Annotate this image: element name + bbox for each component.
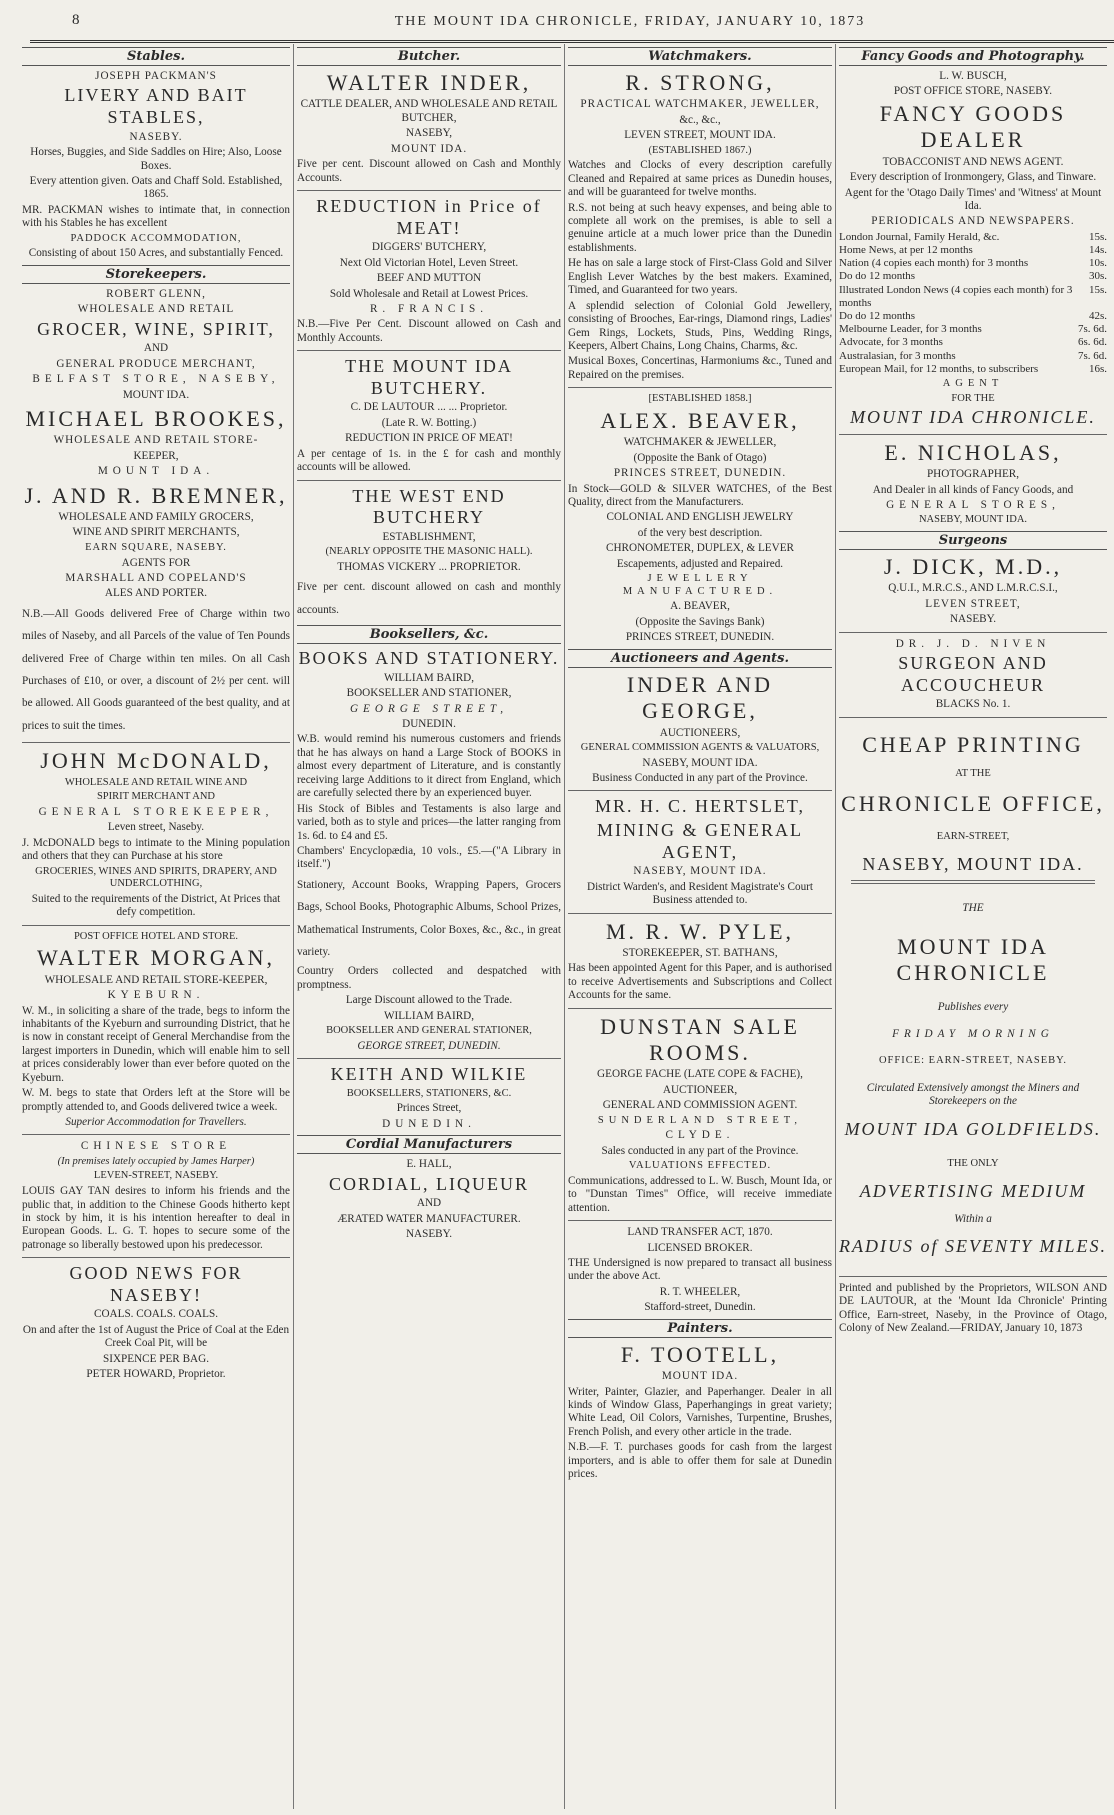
rate-item: Do do 12 months bbox=[839, 309, 916, 322]
column-2 bbox=[297, 44, 561, 1809]
ad-text: OFFICE: EARN-STREET, NASEBY. bbox=[878, 1055, 1068, 1067]
ad-place: NASEBY. bbox=[129, 130, 183, 143]
ad-text: REDUCTION IN PRICE OF MEAT! bbox=[345, 432, 513, 445]
ad-text: R. T. WHEELER, bbox=[659, 1285, 741, 1298]
ad-text: AND bbox=[416, 1197, 442, 1210]
ad-text: Stationery, Account Books, Wrapping Papers, Grocers Bags, School Books, Photographic Albums, School Prizes, Mathematical Instruments, Color Boxes, &c., &c., in great variety. bbox=[297, 878, 561, 959]
ad-text: J. McDONALD begs to intimate to the Mining population and others that they can Purchase at his store bbox=[22, 836, 290, 863]
ad-headline: LIVERY AND BAIT STABLES, bbox=[64, 85, 248, 128]
section-heading-stables: Stables. bbox=[22, 47, 290, 66]
ad-text: Watches and Clocks of every description carefully Cleaned and Repaired at same prices as Dunedin houses, and will be guaranteed for twelve months. bbox=[568, 159, 832, 199]
ad-text: NASEBY, MOUNT IDA. bbox=[633, 865, 767, 878]
rate-item: Advocate, for 3 months bbox=[839, 336, 943, 349]
rate-row bbox=[839, 270, 1107, 283]
ad-inder bbox=[297, 70, 561, 185]
ad-text: GEORGE STREET, bbox=[349, 702, 509, 715]
ad-text: A. BEAVER, bbox=[670, 600, 730, 613]
ad-text: STOREKEEPER, ST. BATHANS, bbox=[622, 946, 778, 959]
ad-niven bbox=[839, 638, 1107, 712]
ad-text: GENERAL PRODUCE MERCHANT, bbox=[56, 357, 256, 370]
ad-baird bbox=[297, 648, 561, 1053]
ad-text: WHOLESALE AND RETAIL bbox=[77, 303, 235, 316]
ad-headline: GROCER, WINE, SPIRIT, bbox=[37, 318, 275, 339]
ad-text: MOUNT IDA. bbox=[97, 465, 215, 478]
rate-row bbox=[839, 257, 1107, 270]
ad-headline: M. R. W. PYLE, bbox=[605, 918, 795, 944]
ad-headline: FANCY GOODS DEALER bbox=[879, 100, 1067, 153]
section-heading-fancy-goods: Fancy Goods and Photography. bbox=[839, 47, 1107, 66]
ad-headline: LAND TRANSFER ACT, 1870. bbox=[627, 1226, 773, 1239]
ad-text: Stafford-street, Dunedin. bbox=[644, 1301, 756, 1314]
ad-text: JEWELLERY MANUFACTURED. bbox=[622, 573, 778, 597]
ad-text: On and after the 1st of August the Price of Coal at the Eden Creek Coal Pit, will be bbox=[22, 1323, 290, 1350]
ad-text: THE bbox=[962, 902, 984, 915]
rate-price: 42s. bbox=[1088, 309, 1107, 322]
ad-text: W. M. begs to state that Orders left at the Store will be promptly attended to, and Goods delivered twice a week. bbox=[22, 1087, 290, 1113]
ad-headline: GOOD NEWS FOR NASEBY! bbox=[69, 1263, 243, 1305]
ad-text: GENERAL STORES, bbox=[886, 498, 1060, 511]
ad-text: N.B.—Five Per Cent. Discount allowed on Cash and Monthly Accounts. bbox=[297, 318, 561, 344]
ad-text: District Warden's, and Resident Magistrate's Court Business attended to. bbox=[586, 880, 813, 907]
rate-item: Do do 12 months bbox=[839, 270, 916, 283]
ad-headline: JOHN McDONALD, bbox=[40, 748, 272, 774]
section-heading-painters: Painters. bbox=[568, 1319, 832, 1338]
ad-text: PADDOCK ACCOMMODATION, bbox=[70, 232, 242, 244]
ad-text: GENERAL STOREKEEPER, bbox=[38, 805, 274, 818]
rate-item: Home News, at per 12 months bbox=[839, 244, 973, 257]
masthead bbox=[30, 8, 1114, 43]
ad-text: R. FRANCIS. bbox=[369, 302, 489, 315]
ad-text: Within a bbox=[954, 1212, 992, 1225]
ad-text: AND bbox=[143, 342, 169, 355]
rate-price: 16s. bbox=[1088, 362, 1107, 375]
ad-chinese-store bbox=[22, 1140, 290, 1252]
ad-text: ESTABLISHMENT, bbox=[382, 530, 476, 543]
divider bbox=[568, 913, 832, 914]
ad-text: FOR THE bbox=[951, 392, 995, 404]
ad-name: L. W. BUSCH, bbox=[939, 70, 1007, 82]
ad-text: NASEBY, MOUNT IDA. bbox=[862, 853, 1084, 874]
ad-inder-george bbox=[568, 672, 832, 786]
ad-text: Horses, Buggies, and Side Saddles on Hire; Also, Loose Boxes. bbox=[30, 146, 282, 172]
ad-headline: ALEX. BEAVER, bbox=[600, 407, 800, 433]
ad-dick bbox=[839, 554, 1107, 627]
ad-text: COALS. COALS. COALS. bbox=[93, 1308, 218, 1321]
ad-text: PRACTICAL WATCHMAKER, JEWELLER, bbox=[580, 98, 820, 111]
ad-text: KEEPER, bbox=[133, 449, 179, 462]
ad-name: DR. J. D. NIVEN bbox=[895, 637, 1051, 650]
ad-name: JOSEPH PACKMAN'S bbox=[95, 70, 217, 82]
ad-text: Large Discount allowed to the Trade. bbox=[345, 994, 513, 1007]
divider bbox=[839, 717, 1107, 718]
ad-beaver bbox=[568, 393, 832, 644]
ad-text: POST OFFICE HOTEL AND STORE. bbox=[73, 930, 239, 942]
ad-text: CLYDE. bbox=[665, 1129, 735, 1142]
ad-chronicle-notice bbox=[839, 902, 1107, 1257]
ad-headline: THE WEST END BUTCHERY bbox=[352, 485, 506, 528]
ad-text: N.B.—All Goods delivered Free of Charge within two miles of Naseby, and all Parcels of the value of Ten Pounds delivered Free of Charge within ten miles. On all Cash Purchases of £10, or over, a discount of 2½ per cent. will be allowed. All Goods guaranteed of the best quality, and at prices to suit the times. bbox=[22, 607, 290, 732]
rate-item: London Journal, Family Herald, &c. bbox=[839, 230, 1000, 243]
ad-text: (Late R. W. Botting.) bbox=[381, 416, 477, 429]
rate-row bbox=[839, 244, 1107, 257]
section-heading-storekeepers: Storekeepers. bbox=[22, 265, 290, 284]
ad-text: His Stock of Bibles and Testaments is also large and varied, both as to style and prices—the latter ranging from 1s. 6d. to £4 and £5. bbox=[297, 802, 561, 842]
ad-text: AGENT bbox=[942, 377, 1004, 389]
ad-text: PERIODICALS AND NEWSPAPERS. bbox=[871, 215, 1075, 228]
ad-text: C. DE LAUTOUR ... ... Proprietor. bbox=[350, 401, 508, 414]
rate-item: Melbourne Leader, for 3 months bbox=[839, 323, 982, 336]
ad-text: Next Old Victorian Hotel, Leven Street. bbox=[339, 256, 519, 269]
ad-text: (NEARLY OPPOSITE THE MASONIC HALL). bbox=[325, 546, 533, 558]
ad-hall bbox=[297, 1158, 561, 1241]
ad-mcdonald bbox=[22, 748, 290, 919]
ad-text: A splendid selection of Colonial Gold Jewellery, consisting of Brooches, Ear-rings, Diamond rings, Ladies' Gem Rings, Lockets, Studs, Pins, Wedding Rings, Keepers, Albert Chains, Long Chains, Charms, &c. bbox=[568, 299, 832, 352]
ad-coals bbox=[22, 1263, 290, 1381]
ad-text: Chambers' Encyclopædia, 10 vols., £5.—("A Library in itself.") bbox=[297, 844, 561, 871]
ad-text: (ESTABLISHED 1867.) bbox=[648, 144, 752, 156]
ad-text: MINING & GENERAL AGENT, bbox=[597, 820, 803, 862]
ad-text: LICENSED BROKER. bbox=[647, 1241, 753, 1254]
divider bbox=[22, 1257, 290, 1258]
divider bbox=[568, 387, 832, 388]
divider bbox=[22, 925, 290, 926]
divider bbox=[568, 1220, 832, 1221]
ad-headline: J. AND R. BREMNER, bbox=[24, 482, 288, 508]
ad-diggers-butchery bbox=[297, 196, 561, 345]
ad-hertslet bbox=[568, 796, 832, 907]
ad-text: Princes Street, bbox=[396, 1102, 462, 1115]
ad-text: DUNEDIN. bbox=[402, 718, 456, 731]
ad-text: (Opposite the Bank of Otago) bbox=[633, 451, 767, 464]
ad-text: Writer, Painter, Glazier, and Paperhanger. Dealer in all kinds of Window Glass, Paperhangings in great variety; White Lead, Oil Colors, Varnishes, Turpentine, Brushes, French Polish, and every other article in the trade. bbox=[568, 1385, 832, 1438]
ad-text: Suited to the requirements of the District, At Prices that defy competition. bbox=[31, 892, 281, 919]
ad-headline: BOOKS AND STATIONERY. bbox=[298, 648, 560, 669]
ad-text: Five per cent. discount allowed on cash and monthly accounts. bbox=[297, 581, 561, 616]
ad-text: BOOKSELLER AND STATIONER, bbox=[346, 687, 512, 700]
ad-text: WHOLESALE AND FAMILY GROCERS, bbox=[58, 511, 254, 524]
ad-headline: CHINESE STORE bbox=[80, 1140, 232, 1153]
ad-text: (Opposite the Savings Bank) bbox=[635, 615, 765, 628]
running-title: THE MOUNT IDA CHRONICLE, FRIDAY, JANUARY 10, 1873 bbox=[394, 14, 866, 29]
section-heading-auctioneers: Auctioneers and Agents. bbox=[568, 649, 832, 668]
ad-text: DIGGERS' BUTCHERY, bbox=[371, 241, 487, 254]
divider bbox=[297, 1058, 561, 1059]
ad-text: KYEBURN. bbox=[107, 989, 205, 1002]
ad-tootell bbox=[568, 1342, 832, 1482]
ad-text: THE ONLY bbox=[947, 1158, 999, 1170]
rate-item: Illustrated London News (4 copies each month) for 3 months bbox=[839, 283, 1073, 309]
ad-busch bbox=[839, 70, 1107, 429]
ad-text: ADVERTISING MEDIUM bbox=[859, 1181, 1087, 1202]
rate-price: 30s. bbox=[1088, 270, 1107, 283]
rate-row bbox=[839, 284, 1107, 310]
periodical-rates bbox=[839, 231, 1107, 376]
ad-text: WATCHMAKER & JEWELLER, bbox=[623, 436, 777, 449]
ad-headline: R. STRONG, bbox=[625, 70, 775, 95]
divider bbox=[297, 480, 561, 481]
section-heading-cordial: Cordial Manufacturers bbox=[297, 1135, 561, 1154]
page-number: 8 bbox=[72, 12, 81, 28]
ad-pyle bbox=[568, 919, 832, 1003]
divider bbox=[568, 790, 832, 791]
ad-text: GEORGE STREET, DUNEDIN. bbox=[357, 1039, 501, 1052]
section-heading-watchmakers: Watchmakers. bbox=[568, 47, 832, 66]
ad-text: PETER HOWARD, Proprietor. bbox=[86, 1368, 226, 1381]
ad-headline: MOUNT IDA CHRONICLE bbox=[896, 933, 1050, 986]
ad-text: Five per cent. Discount allowed on Cash and Monthly Accounts. bbox=[297, 158, 561, 184]
ad-text: W.B. would remind his numerous customers and friends that he has always on hand a Large Stock of BOOKS in almost every department of Literature, and is constantly receiving large Additions to it direct from England, which are carefully selected there by an experienced buyer. bbox=[297, 733, 561, 800]
ad-text: Every attention given. Oats and Chaff Sold. Established, 1865. bbox=[29, 174, 283, 201]
ad-text: Communications, addressed to L. W. Busch, Mount Ida, or to "Dunstan Times" Office, will receive immediate attention. bbox=[568, 1174, 832, 1214]
ad-text: NASEBY. bbox=[405, 1228, 453, 1241]
ad-text: RADIUS of SEVENTY MILES. bbox=[839, 1236, 1107, 1257]
column-divider bbox=[293, 44, 294, 1809]
ad-text: In Stock—GOLD & SILVER WATCHES, of the Best Quality, direct from the Manufacturers. bbox=[568, 482, 832, 509]
ad-headline: MICHAEL BROOKES, bbox=[25, 405, 287, 431]
rate-price: 6s. 6d. bbox=[1077, 336, 1107, 349]
ad-text: of the very best description. bbox=[637, 526, 763, 539]
ad-text: BOOKSELLER AND GENERAL STATIONER, bbox=[326, 1025, 532, 1037]
ad-headline: REDUCTION in Price of MEAT! bbox=[316, 196, 542, 238]
ad-text: MOUNT IDA. bbox=[122, 388, 190, 401]
rate-row bbox=[839, 231, 1107, 244]
ad-text: WHOLESALE AND RETAIL WINE AND bbox=[64, 776, 248, 788]
ad-text: Escapements, adjusted and Repaired. bbox=[616, 557, 784, 570]
imprint-text: Printed and published by the Proprietors, WILSON AND DE LAUTOUR, at the 'Mount Ida Chronicle' Printing Office, Earn-street, Naseby, in the Province of Otago, Colony of New Zealand.—FRIDAY, January 10, 1873 bbox=[839, 1281, 1107, 1334]
ad-text: N.B.—F. T. purchases goods for cash from the largest importers, and is able to offer them for sale at Dunedin prices. bbox=[568, 1441, 832, 1481]
rate-row bbox=[839, 323, 1107, 336]
ad-morgan bbox=[22, 931, 290, 1130]
ad-text: Q.U.I., M.R.C.S., AND L.M.R.C.S.I., bbox=[888, 582, 1058, 595]
ad-text: W. M., in soliciting a share of the trade, begs to inform the inhabitants of the Kyeburn and surrounding District, that he is now in constant receipt of General Merchandise from the largest importers in Dunedin, which will enable him to sell at prices considerably lower than ever before quoted on the Kyeburn. bbox=[22, 1004, 290, 1084]
ad-text: COLONIAL AND ENGLISH JEWELRY bbox=[606, 511, 794, 524]
ad-headline: CHEAP PRINTING bbox=[862, 731, 1084, 757]
ad-text: He has on sale a large stock of First-Class Gold and Silver English Lever Watches by the best makers. Examined, Timed, and Guaranteed for two years. bbox=[568, 257, 832, 297]
ad-text: TOBACCONIST AND NEWS AGENT. bbox=[882, 155, 1064, 168]
ad-text: Has been appointed Agent for this Paper, and is authorised to receive Advertisements and Subscriptions and Collect Accounts for the same. bbox=[568, 962, 832, 1002]
ad-text: CATTLE DEALER, AND WHOLESALE AND RETAIL BUTCHER, bbox=[300, 98, 558, 124]
column-1 bbox=[22, 44, 290, 1809]
ad-text: EARN SQUARE, NASEBY. bbox=[85, 541, 227, 553]
ad-text: Superior Accommodation for Travellers. bbox=[65, 1116, 247, 1128]
section-heading-butcher: Butcher. bbox=[297, 47, 561, 66]
ad-text: BOOKSELLERS, STATIONERS, &C. bbox=[346, 1087, 512, 1099]
section-heading-booksellers: Booksellers, &c. bbox=[297, 625, 561, 644]
ad-headline: E. NICHOLAS, bbox=[884, 439, 1062, 465]
rate-price: 7s. 6d. bbox=[1077, 323, 1107, 336]
divider bbox=[22, 1134, 290, 1135]
ad-text: NASEBY, MOUNT IDA. bbox=[642, 756, 758, 769]
ad-headline: SURGEON AND ACCOUCHEUR bbox=[898, 653, 1048, 695]
ad-text: &c., &c., bbox=[679, 113, 721, 126]
ad-nicholas bbox=[839, 440, 1107, 527]
ad-text: AT THE bbox=[955, 768, 991, 780]
ad-headline: F. TOOTELL, bbox=[620, 1341, 780, 1367]
ad-text: WHOLESALE AND RETAIL STORE- bbox=[53, 434, 259, 447]
ad-text: MOUNT IDA. bbox=[661, 1370, 739, 1383]
ad-text: GEORGE FACHE (LATE COPE & FACHE), bbox=[597, 1068, 803, 1081]
ad-text: POST OFFICE STORE, NASEBY. bbox=[893, 85, 1053, 98]
column-4 bbox=[839, 44, 1107, 1809]
ad-text: SPIRIT MERCHANT AND bbox=[96, 791, 216, 803]
ad-text: GENERAL COMMISSION AGENTS & VALUATORS, bbox=[580, 741, 820, 753]
divider bbox=[297, 350, 561, 351]
ad-text: Every description of Ironmongery, Glass, and Tinware. bbox=[849, 171, 1097, 184]
ad-headline: INDER AND GEORGE, bbox=[626, 671, 774, 724]
ad-text: MR. PACKMAN wishes to intimate that, in connection with his Stables he has excellent bbox=[22, 203, 290, 230]
ad-text: (In premises lately occupied by James Harper) bbox=[57, 1155, 255, 1167]
ad-text: Circulated Extensively amongst the Miners and Storekeepers on the bbox=[866, 1082, 1080, 1108]
rate-item: Nation (4 copies each month) for 3 months bbox=[839, 257, 1029, 270]
divider bbox=[851, 880, 1095, 884]
ad-headline: CORDIAL, LIQUEUR bbox=[329, 1173, 529, 1194]
ad-text: [ESTABLISHED 1858.] bbox=[648, 393, 752, 405]
ad-glenn bbox=[22, 288, 290, 402]
ad-text: EARN-STREET, bbox=[936, 831, 1010, 843]
ad-text: PHOTOGRAPHER, bbox=[926, 468, 1020, 481]
ad-west-end-butchery bbox=[297, 486, 561, 621]
ad-text: LOUIS GAY TAN desires to inform his friends and the public that, in addition to the Chinese Goods hitherto kept in stock by him, it is his intention hereafter to deal in European Goods. L. G. T. hopes to secure some of the patronage so liberally bestowed upon his predecessor. bbox=[22, 1185, 290, 1251]
rate-row bbox=[839, 310, 1107, 323]
rate-item: European Mail, for 12 months, to subscribers bbox=[839, 362, 1039, 375]
ad-text: Country Orders collected and despatched with promptness. bbox=[297, 965, 561, 991]
ad-brookes bbox=[22, 406, 290, 479]
ad-packman bbox=[22, 70, 290, 261]
ad-cheap-printing bbox=[839, 732, 1107, 876]
ad-text: WILLIAM BAIRD, bbox=[383, 671, 475, 684]
rate-price: 7s. 6d. bbox=[1077, 349, 1107, 362]
column-divider bbox=[835, 44, 836, 1809]
ad-text: WINE AND SPIRIT MERCHANTS, bbox=[72, 526, 240, 539]
ad-text: THE Undersigned is now prepared to transact all business under the above Act. bbox=[568, 1256, 832, 1283]
ad-strong bbox=[568, 70, 832, 382]
ad-text: BEEF AND MUTTON bbox=[376, 272, 482, 285]
ad-text: SUNDERLAND STREET, bbox=[597, 1114, 803, 1126]
ad-mount-ida-butchery bbox=[297, 356, 561, 474]
ad-text: ALES AND PORTER. bbox=[104, 587, 208, 600]
rate-price: 15s. bbox=[1088, 283, 1107, 296]
ad-text: Agent for the 'Otago Daily Times' and 'Witness' at Mount Ida. bbox=[844, 186, 1102, 212]
divider bbox=[839, 632, 1107, 633]
ad-text: MOUNT IDA. bbox=[390, 142, 468, 155]
ad-text: And Dealer in all kinds of Fancy Goods, and bbox=[872, 483, 1074, 496]
ad-text: AUCTIONEER, bbox=[662, 1083, 738, 1096]
rate-price: 14s. bbox=[1088, 244, 1107, 257]
ad-headline: WALTER MORGAN, bbox=[37, 945, 275, 971]
ad-name: E. HALL, bbox=[406, 1158, 452, 1171]
ad-bremner bbox=[22, 483, 290, 738]
ad-text: AUCTIONEERS, bbox=[659, 726, 741, 739]
ad-text: Consisting of about 150 Acres, and substantially Fenced. bbox=[28, 247, 284, 260]
ad-text: NASEBY, MOUNT IDA. bbox=[918, 514, 1028, 526]
ad-text: WILLIAM BAIRD, bbox=[383, 1009, 475, 1022]
ad-headline: J. DICK, M.D., bbox=[883, 553, 1063, 579]
ad-headline: CHRONICLE OFFICE, bbox=[841, 790, 1105, 816]
ad-text: LEVEN-STREET, NASEBY. bbox=[93, 1170, 219, 1182]
rate-price: 15s. bbox=[1088, 230, 1107, 243]
ad-text: MARSHALL AND COPELAND'S bbox=[65, 571, 247, 584]
ad-headline: THE MOUNT IDA BUTCHERY. bbox=[345, 356, 513, 398]
ad-text: BLACKS No. 1. bbox=[935, 698, 1011, 711]
ad-text: ÆRATED WATER MANUFACTURER. bbox=[337, 1212, 521, 1225]
ad-text: NASEBY. bbox=[949, 613, 997, 626]
ad-headline: DUNSTAN SALE ROOMS. bbox=[600, 1013, 800, 1066]
rate-item: Australasian, for 3 months bbox=[839, 349, 956, 362]
ad-text: CHRONOMETER, DUPLEX, & LEVER bbox=[605, 542, 794, 555]
rate-row bbox=[839, 336, 1107, 349]
ad-keith-wilkie bbox=[297, 1064, 561, 1131]
ad-text: LEVEN STREET, bbox=[925, 597, 1021, 610]
ad-text: Publishes every bbox=[937, 1000, 1009, 1013]
rate-row bbox=[839, 350, 1107, 363]
ad-headline: WALTER INDER, bbox=[326, 70, 532, 95]
ad-headline: KEITH AND WILKIE bbox=[330, 1064, 528, 1085]
ad-text: SIXPENCE PER BAG. bbox=[103, 1352, 209, 1365]
ad-text: DUNEDIN. bbox=[382, 1117, 476, 1130]
column-3 bbox=[568, 44, 832, 1809]
ad-text: Sold Wholesale and Retail at Lowest Prices. bbox=[329, 287, 529, 300]
divider bbox=[568, 1008, 832, 1009]
ad-text: WHOLESALE AND RETAIL STORE-KEEPER, bbox=[44, 973, 268, 986]
rate-row bbox=[839, 363, 1107, 376]
column-divider bbox=[564, 44, 565, 1809]
ad-dunstan-sale-rooms bbox=[568, 1014, 832, 1215]
ad-land-transfer bbox=[568, 1226, 832, 1315]
ad-text: Leven street, Naseby. bbox=[107, 821, 205, 834]
divider bbox=[297, 190, 561, 191]
ad-text: LEVEN STREET, MOUNT IDA. bbox=[624, 129, 776, 142]
divider bbox=[839, 434, 1107, 435]
section-heading-surgeons: Surgeons bbox=[839, 531, 1107, 550]
ad-text: BELFAST STORE, NASEBY, bbox=[32, 373, 280, 386]
ad-text: THOMAS VICKERY ... PROPRIETOR. bbox=[337, 560, 521, 573]
ad-name: ROBERT GLENN, bbox=[106, 287, 206, 300]
divider bbox=[22, 742, 290, 743]
ad-text: Business Conducted in any part of the Province. bbox=[592, 771, 808, 784]
ad-text: R.S. not being at such heavy expenses, and being able to complete all work on the premises, is able to sell a genuine article at a much lower price than the Dunedin establishments. bbox=[568, 201, 832, 254]
ad-text: PRINCES STREET, DUNEDIN. bbox=[613, 467, 787, 480]
imprint bbox=[839, 1282, 1107, 1336]
rate-price: 10s. bbox=[1088, 257, 1107, 270]
divider bbox=[839, 1276, 1107, 1277]
ad-text: NASEBY, bbox=[405, 127, 453, 140]
ad-text: MOUNT IDA CHRONICLE. bbox=[850, 407, 1096, 428]
ad-text: VALUATIONS EFFECTED. bbox=[628, 1160, 772, 1172]
ad-text: GENERAL AND COMMISSION AGENT. bbox=[602, 1099, 798, 1112]
ad-text: PRINCES STREET, DUNEDIN. bbox=[625, 631, 775, 644]
ad-text: FRIDAY MORNING bbox=[892, 1027, 1054, 1040]
ad-text: Sales conducted in any part of the Province. bbox=[601, 1144, 799, 1157]
ad-text: A per centage of 1s. in the £ for cash and monthly accounts will be allowed. bbox=[297, 447, 561, 474]
ad-text: MOUNT IDA GOLDFIELDS. bbox=[844, 1118, 1102, 1139]
ad-headline: MR. H. C. HERTSLET, bbox=[594, 796, 806, 817]
ad-text: GROCERIES, WINES AND SPIRITS, DRAPERY, AND UNDERCLOTHING, bbox=[35, 865, 277, 890]
ad-text: AGENTS FOR bbox=[121, 556, 191, 569]
ad-text: Musical Boxes, Concertinas, Harmoniums &c., Tuned and Repaired on the premises. bbox=[568, 355, 832, 381]
